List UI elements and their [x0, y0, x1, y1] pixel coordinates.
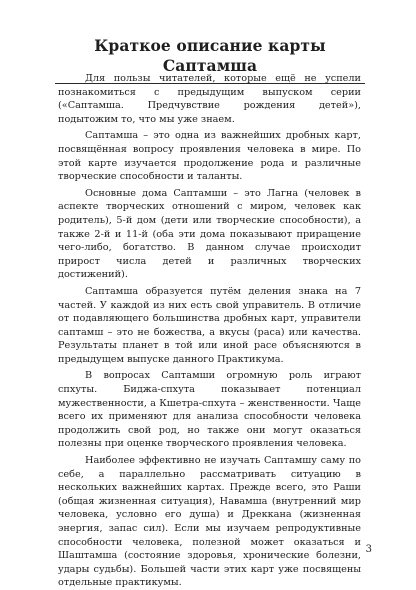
page-number: 3: [365, 544, 372, 555]
paragraph-sphutas: В вопросах Саптамши огромную роль играют спхуты. Биджа-спхута показывает потенциал мужественности, а Кшетра-спхута – женственности. Чаще всего их применяют для анализа способности человека продолжить свой род, но также они могут оказаться полезны при оценке творческого проявления человека.: [58, 370, 361, 450]
paragraph-intro: Для пользы читателей, которые ещё не успели познакомиться с предыдущим выпуском серии («Саптамша. Предчувствие рождения детей»), подытожим то, что мы уже знаем.: [58, 73, 361, 125]
paragraph-sign-division: Саптамша образуется путём деления знака на 7 частей. У каждой из них есть свой управитель. В отличие от подавляющего большинства дробных карт, управители саптамш – это не божества, а вкусы (раса) или качества. Результаты планет в той или иной расе объясняются в предыдущем выпуске данного Практикума.: [58, 285, 361, 365]
page-title: Краткое описание карты Саптамша: [94, 36, 326, 75]
paragraph-definition: Саптамша – это одна из важнейших дробных карт, посвящённая вопросу проявления человека в мире. По этой карте изучается продолжение рода и различные творческие способности и таланты.: [58, 130, 361, 183]
paragraph-other-charts: Наиболее эффективно не изучать Саптамшу саму по себе, а параллельно рассматривать ситуацию в нескольких важнейших картах. Прежде всего, это Раши (общая жизненная ситуация), Навамша (внутренний мир человека, условно его душа) и Дреккана (жизненная энергия, запас сил). Если мы изучаем репродуктивные способности человека, полезной может оказаться и Шаштамша (состояние здоровья, хронические болезни, удары судьбы). Большей части этих карт уже посвящены отдельные практикумы.: [58, 455, 361, 589]
body-text: [58, 72, 361, 590]
paragraph-main-houses: Основные дома Саптамши – это Лагна (человек в аспекте творческих отношений с миром, человек как родитель), 5-й дом (дети или творческие способности), а также 2-й и 11-й (оба эти дома показывают приращение чего-либо, богатство. В данном случае происходит прирост числа детей и различных творческих достижений).: [58, 187, 361, 281]
